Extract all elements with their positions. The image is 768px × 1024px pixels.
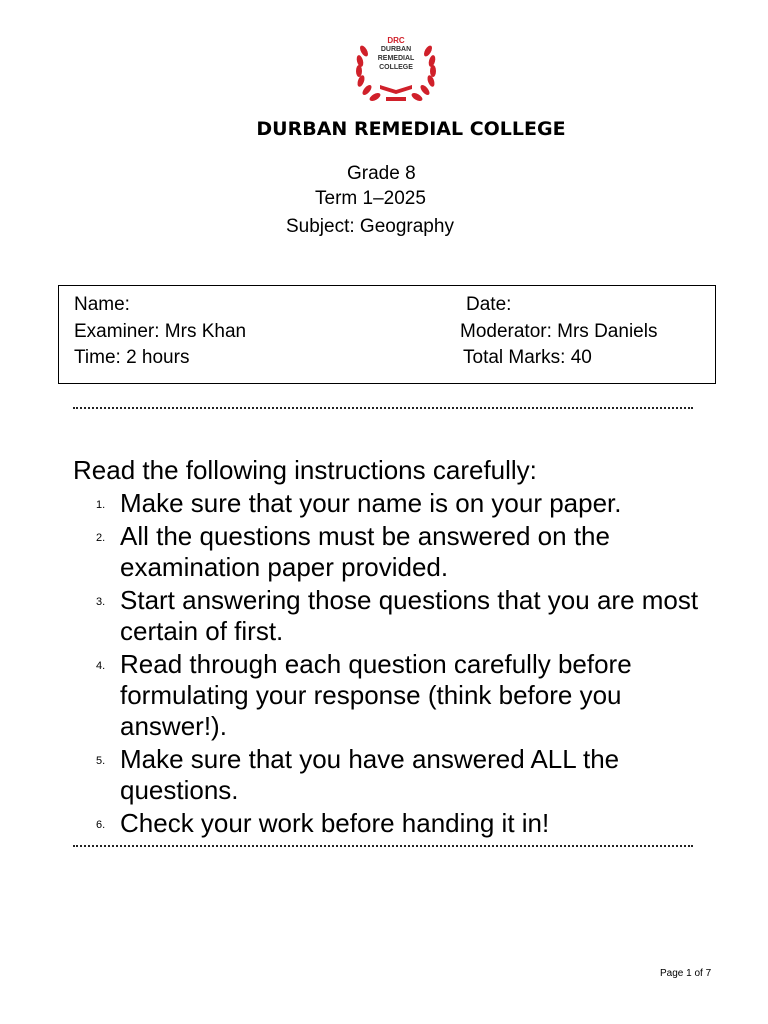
examiner-label: Examiner: Mrs Khan <box>74 321 247 342</box>
logo-name-line-1: DURBAN <box>380 46 412 53</box>
time-label: Time: 2 hours <box>74 347 190 368</box>
list-item-number: 6. <box>96 819 106 831</box>
list-item <box>96 488 716 519</box>
logo-name-line-3: COLLEGE <box>379 64 413 71</box>
page-number: Page 1 of 7 <box>660 968 712 979</box>
college-name-heading: DURBAN REMEDIAL COLLEGE <box>256 118 566 140</box>
logo-initials: DRC <box>387 36 405 45</box>
list-item <box>96 744 716 806</box>
divider-bottom <box>73 845 693 847</box>
list-item-number: 1. <box>96 499 106 511</box>
grade-label: Grade 8 <box>347 163 416 184</box>
date-label: Date: <box>466 294 512 315</box>
list-item-text: Check your work before handing it in! <box>120 808 550 838</box>
list-item-text: Make sure that your name is on your paper. <box>120 488 622 518</box>
logo-name-line-2: REMEDIAL <box>377 55 415 62</box>
list-item-text: Make sure that you have answered ALL the questions. <box>120 744 620 805</box>
divider-top <box>73 407 693 409</box>
list-item <box>96 521 716 583</box>
list-item-number: 3. <box>96 596 106 608</box>
name-label: Name: <box>74 294 130 315</box>
list-item-number: 2. <box>96 532 106 544</box>
instructions-heading: Read the following instructions carefully: <box>73 455 537 485</box>
college-logo <box>350 33 442 107</box>
moderator-label: Moderator: Mrs Daniels <box>460 321 658 342</box>
subject-label: Subject: Geography <box>286 216 454 237</box>
list-item <box>96 649 716 742</box>
total-marks-label: Total Marks: 40 <box>463 347 592 368</box>
list-item-text: All the questions must be answered on the examination paper provided. <box>120 521 610 582</box>
exam-info-box <box>58 285 716 384</box>
instructions-list <box>96 488 716 841</box>
list-item-text: Read through each question carefully before formulating your response (think before you answer!). <box>120 649 632 741</box>
list-item <box>96 585 716 647</box>
list-item-number: 4. <box>96 660 106 672</box>
list-item-text: Start answering those questions that you are most certain of first. <box>120 585 699 646</box>
list-item <box>96 808 716 839</box>
term-label: Term 1–2025 <box>315 188 426 209</box>
list-item-number: 5. <box>96 755 106 767</box>
